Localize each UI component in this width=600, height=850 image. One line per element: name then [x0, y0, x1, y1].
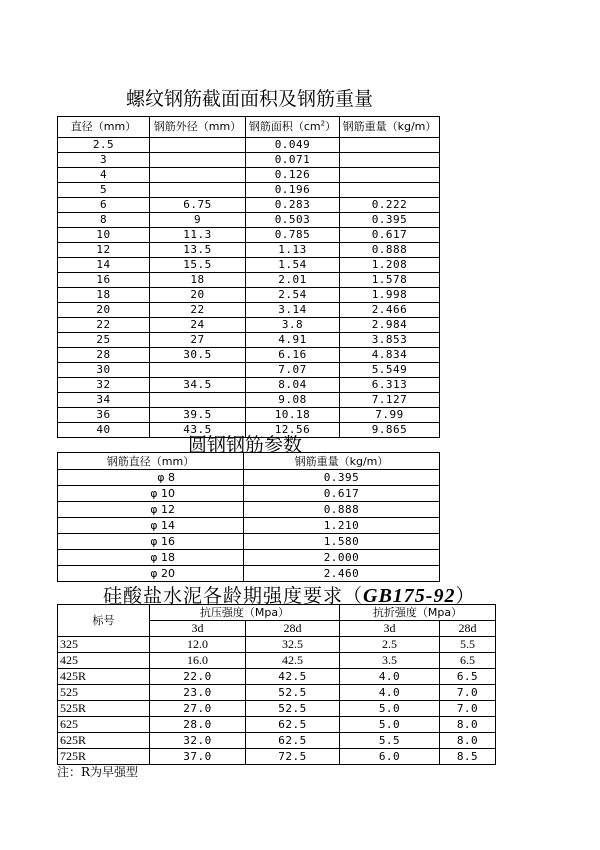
cell-round-diameter: φ 10	[58, 486, 244, 502]
cell-flex-3d: 4.0	[340, 669, 440, 685]
cell-outer-diameter: 20	[150, 288, 246, 303]
table-row	[58, 228, 440, 243]
cell-compress-28d: 72.5	[246, 749, 340, 765]
rebar-table	[57, 116, 440, 438]
cell-round-weight: 2.460	[244, 566, 440, 582]
cell-diameter: 18	[58, 288, 150, 303]
cell-diameter: 30	[58, 363, 150, 378]
cell-flex-28d: 6.5	[440, 669, 496, 685]
cell-area: 3.8	[246, 318, 340, 333]
cell-area: 0.503	[246, 213, 340, 228]
cell-weight: 2.466	[340, 303, 440, 318]
cell-area: 10.18	[246, 408, 340, 423]
round-table-title: 圆钢钢筋参数	[188, 434, 303, 456]
table-row	[58, 685, 496, 701]
cell-diameter: 40	[58, 423, 150, 438]
cell-diameter: 5	[58, 183, 150, 198]
table-row	[58, 288, 440, 303]
cell-flex-28d: 7.0	[440, 685, 496, 701]
table-row	[58, 303, 440, 318]
cell-round-diameter: φ 16	[58, 534, 244, 550]
cell-compress-28d: 62.5	[246, 733, 340, 749]
cell-weight: 4.834	[340, 348, 440, 363]
cell-area: 1.13	[246, 243, 340, 258]
cell-outer-diameter: 27	[150, 333, 246, 348]
cell-area: 0.283	[246, 198, 340, 213]
table-row	[58, 243, 440, 258]
cell-compress-3d: 22.0	[150, 669, 246, 685]
cell-area: 6.16	[246, 348, 340, 363]
cell-area: 8.04	[246, 378, 340, 393]
cell-weight: 0.617	[340, 228, 440, 243]
table-row	[58, 408, 440, 423]
cell-diameter: 3	[58, 153, 150, 168]
cell-round-weight: 1.210	[244, 518, 440, 534]
header-grade: 标号	[58, 605, 150, 637]
cell-diameter: 22	[58, 318, 150, 333]
cell-outer-diameter: 18	[150, 273, 246, 288]
cell-outer-diameter: 13.5	[150, 243, 246, 258]
cell-grade: 525R	[58, 701, 150, 717]
cell-weight	[340, 168, 440, 183]
cell-area: 4.91	[246, 333, 340, 348]
cell-compress-3d: 16.0	[150, 653, 246, 669]
table-row	[58, 733, 496, 749]
cell-flex-28d: 7.0	[440, 701, 496, 717]
cell-outer-diameter	[150, 393, 246, 408]
cell-compress-28d: 52.5	[246, 701, 340, 717]
cell-diameter: 32	[58, 378, 150, 393]
cell-outer-diameter: 39.5	[150, 408, 246, 423]
cell-weight: 1.998	[340, 288, 440, 303]
cell-outer-diameter: 30.5	[150, 348, 246, 363]
cell-weight	[340, 153, 440, 168]
cell-diameter: 28	[58, 348, 150, 363]
cell-flex-28d: 8.0	[440, 717, 496, 733]
cell-outer-diameter: 11.3	[150, 228, 246, 243]
cell-compress-3d: 12.0	[150, 637, 246, 653]
cell-round-weight: 0.395	[244, 470, 440, 486]
cell-grade: 325	[58, 637, 150, 653]
subheader-flex-3d: 3d	[340, 621, 440, 637]
table-row	[58, 378, 440, 393]
cell-area: 3.14	[246, 303, 340, 318]
cell-outer-diameter: 22	[150, 303, 246, 318]
table-row	[58, 502, 440, 518]
cell-flex-28d: 8.0	[440, 733, 496, 749]
table-row	[58, 273, 440, 288]
cell-flex-3d: 5.0	[340, 701, 440, 717]
header-compressive: 抗压强度（Mpa）	[150, 605, 340, 621]
cell-flex-3d: 4.0	[340, 685, 440, 701]
cell-round-weight: 2.000	[244, 550, 440, 566]
cell-weight: 1.578	[340, 273, 440, 288]
cell-round-diameter: φ 12	[58, 502, 244, 518]
cell-diameter: 6	[58, 198, 150, 213]
cell-grade: 725R	[58, 749, 150, 765]
cell-weight: 2.984	[340, 318, 440, 333]
cell-flex-3d: 6.0	[340, 749, 440, 765]
cell-grade: 425R	[58, 669, 150, 685]
table-header-row	[58, 453, 440, 470]
header-diameter: 直径（mm）	[58, 117, 150, 138]
cell-flex-3d: 5.5	[340, 733, 440, 749]
cement-table-title: 硅酸盐水泥各龄期强度要求（GB175-92）	[103, 585, 476, 607]
cell-compress-28d: 32.5	[246, 637, 340, 653]
header-area: 钢筋面积$(cm^2)$	[246, 117, 340, 138]
cell-diameter: 16	[58, 273, 150, 288]
cell-area: 0.071	[246, 153, 340, 168]
cell-weight: 0.888	[340, 243, 440, 258]
table-row	[58, 183, 440, 198]
cell-diameter: 36	[58, 408, 150, 423]
table-row	[58, 393, 440, 408]
cell-outer-diameter: 15.5	[150, 258, 246, 273]
cell-weight: 7.127	[340, 393, 440, 408]
cell-area: 2.01	[246, 273, 340, 288]
table-row	[58, 258, 440, 273]
table-row	[58, 550, 440, 566]
cell-grade: 425	[58, 653, 150, 669]
cell-grade: 625	[58, 717, 150, 733]
cell-flex-3d: 2.5	[340, 637, 440, 653]
cell-diameter: 8	[58, 213, 150, 228]
cell-area: 0.126	[246, 168, 340, 183]
cell-diameter: 4	[58, 168, 150, 183]
table-row	[58, 333, 440, 348]
cell-weight: 6.313	[340, 378, 440, 393]
cell-area: 0.049	[246, 138, 340, 153]
cell-diameter: 25	[58, 333, 150, 348]
cell-compress-3d: 23.0	[150, 685, 246, 701]
cell-diameter: 34	[58, 393, 150, 408]
cell-compress-3d: 32.0	[150, 733, 246, 749]
cell-compress-28d: 42.5	[246, 669, 340, 685]
cell-outer-diameter: 43.5	[150, 423, 246, 438]
table-header-row	[58, 117, 440, 138]
cell-weight: 1.208	[340, 258, 440, 273]
header-outer-diameter: 钢筋外径（mm）	[150, 117, 246, 138]
table-row	[58, 318, 440, 333]
subheader-compress-3d: 3d	[150, 621, 246, 637]
cell-area: 0.785	[246, 228, 340, 243]
cell-diameter: 10	[58, 228, 150, 243]
cell-diameter: 20	[58, 303, 150, 318]
cell-area: 9.08	[246, 393, 340, 408]
table-row	[58, 637, 496, 653]
table-row	[58, 717, 496, 733]
cell-outer-diameter: 24	[150, 318, 246, 333]
cell-compress-28d: 52.5	[246, 685, 340, 701]
cell-weight	[340, 138, 440, 153]
table-row	[58, 138, 440, 153]
cell-round-diameter: φ 14	[58, 518, 244, 534]
table-row	[58, 669, 496, 685]
table-header-row	[58, 605, 496, 621]
cell-outer-diameter: 34.5	[150, 378, 246, 393]
cell-round-diameter: φ 8	[58, 470, 244, 486]
cell-weight: 5.549	[340, 363, 440, 378]
table-row	[58, 566, 440, 582]
header-round-weight: 钢筋重量（kg/m）	[244, 453, 440, 470]
cell-diameter: 12	[58, 243, 150, 258]
cell-weight	[340, 183, 440, 198]
rebar-table-title: 螺纹钢筋截面面积及钢筋重量	[126, 88, 374, 110]
table-row	[58, 168, 440, 183]
cell-compress-3d: 27.0	[150, 701, 246, 717]
table-row	[58, 701, 496, 717]
header-round-diameter: 钢筋直径（mm）	[58, 453, 244, 470]
cell-weight: 0.222	[340, 198, 440, 213]
cell-weight: 0.395	[340, 213, 440, 228]
cell-round-diameter: φ 18	[58, 550, 244, 566]
cell-round-diameter: φ 20	[58, 566, 244, 582]
cell-area: 0.196	[246, 183, 340, 198]
cell-flex-28d: 6.5	[440, 653, 496, 669]
table-row	[58, 153, 440, 168]
cell-area: 2.54	[246, 288, 340, 303]
subheader-flex-28d: 28d	[440, 621, 496, 637]
table-row	[58, 198, 440, 213]
table-row	[58, 470, 440, 486]
round-steel-table	[57, 452, 440, 582]
cell-flex-3d: 3.5	[340, 653, 440, 669]
header-flexural: 抗折强度（Mpa）	[340, 605, 496, 621]
cell-outer-diameter: 6.75	[150, 198, 246, 213]
cell-area: 1.54	[246, 258, 340, 273]
cell-flex-28d: 5.5	[440, 637, 496, 653]
cell-outer-diameter	[150, 153, 246, 168]
table-row	[58, 518, 440, 534]
cell-compress-3d: 37.0	[150, 749, 246, 765]
table-row	[58, 213, 440, 228]
cell-outer-diameter	[150, 363, 246, 378]
cell-outer-diameter	[150, 138, 246, 153]
cell-compress-3d: 28.0	[150, 717, 246, 733]
header-weight: 钢筋重量（kg/m）	[340, 117, 440, 138]
cell-area: 12.56	[246, 423, 340, 438]
cell-round-weight: 0.617	[244, 486, 440, 502]
table-row	[58, 653, 496, 669]
cell-area: 7.07	[246, 363, 340, 378]
table-row	[58, 534, 440, 550]
cell-grade: 625R	[58, 733, 150, 749]
table-row	[58, 363, 440, 378]
cell-grade: 525	[58, 685, 150, 701]
cell-outer-diameter	[150, 168, 246, 183]
cell-flex-3d: 5.0	[340, 717, 440, 733]
cell-flex-28d: 8.5	[440, 749, 496, 765]
cell-weight: 7.99	[340, 408, 440, 423]
cement-strength-table	[57, 604, 496, 765]
cell-diameter: 14	[58, 258, 150, 273]
subheader-compress-28d: 28d	[246, 621, 340, 637]
table-row	[58, 486, 440, 502]
cell-weight: 3.853	[340, 333, 440, 348]
cell-round-weight: 1.580	[244, 534, 440, 550]
table-row	[58, 348, 440, 363]
cell-outer-diameter: 9	[150, 213, 246, 228]
cell-compress-28d: 42.5	[246, 653, 340, 669]
footnote: 注：R为早强型	[57, 765, 139, 779]
cell-compress-28d: 62.5	[246, 717, 340, 733]
cell-weight: 9.865	[340, 423, 440, 438]
cell-round-weight: 0.888	[244, 502, 440, 518]
cell-outer-diameter	[150, 183, 246, 198]
cell-diameter: 2.5	[58, 138, 150, 153]
